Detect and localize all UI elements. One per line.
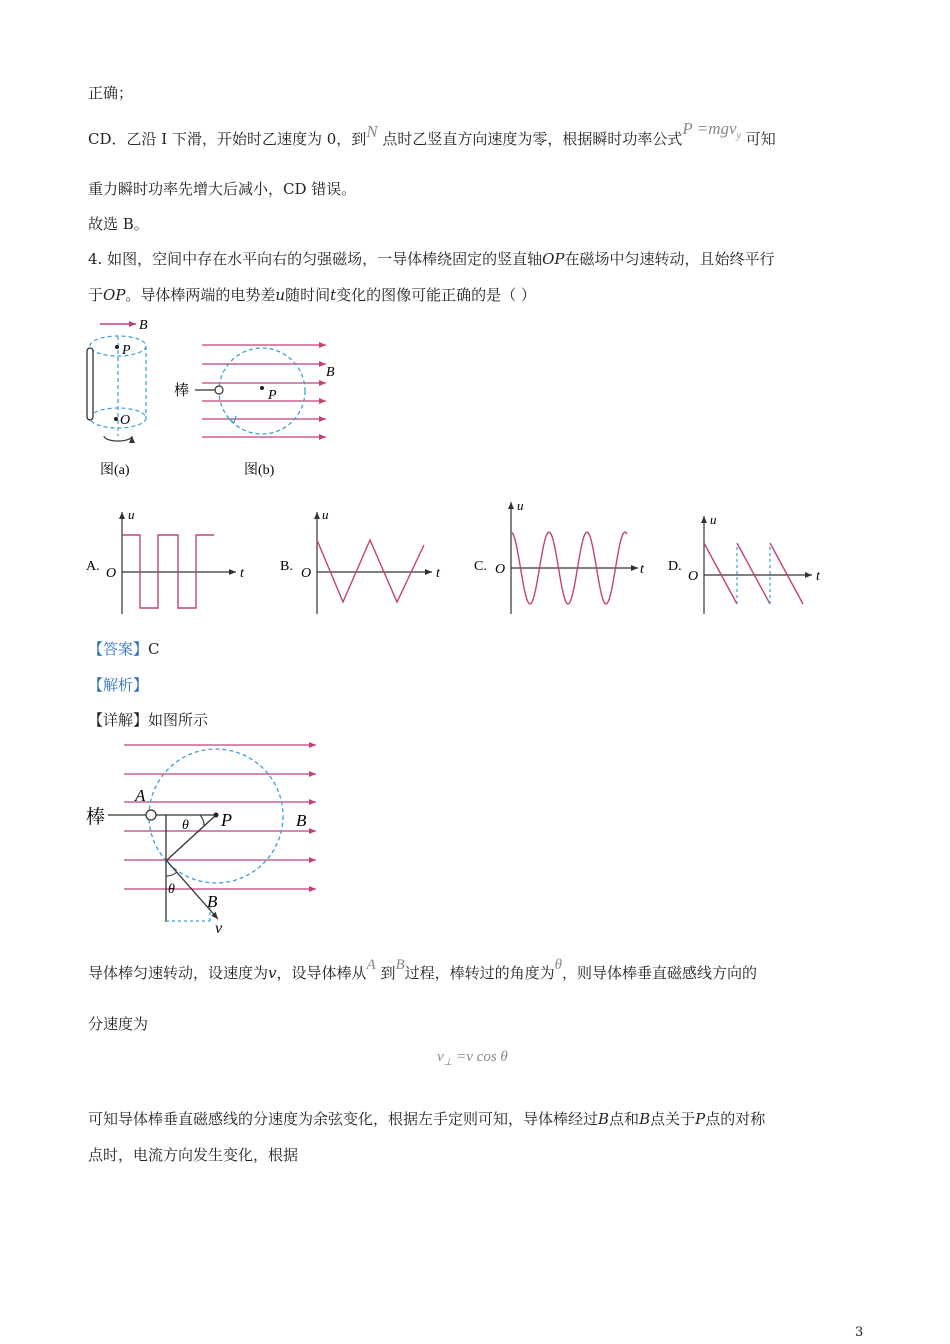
q4-OP: OP [542,250,565,268]
cd-text-2: 点时乙竖直方向速度为零，根据瞬时功率公式 [382,130,683,148]
angle-arc-2 [166,872,177,876]
axis-t: t [816,569,820,584]
q4-OP-2: OP [103,286,126,304]
label-theta-1: θ [182,818,189,833]
formula-sub: ⊥ [443,1057,453,1068]
option-c-label: C. [474,559,487,574]
answer-value: C [148,640,160,658]
para-4: 点时，电流方向发生变化，根据 [88,1146,299,1164]
p1-text-2: ，设导体棒从 [276,964,367,982]
option-b-label: B. [280,559,293,574]
formula-v: v [437,1049,444,1065]
power-formula-main: P =mgv [682,119,737,138]
fig-b-label-B: B [326,365,335,380]
sawtooth-segment [704,543,737,604]
fig-b-rod-label: 棒 [174,383,190,399]
p3-B2: B [639,1110,651,1128]
p3-P: P [695,1110,706,1128]
angle-arc-1 [200,815,204,826]
fig-a-label-O: O [120,413,131,428]
sawtooth-segment [737,543,770,604]
q4-text-4: 。导体棒两端的电势差 [125,286,276,304]
q4-text-3: 于 [88,286,104,304]
label-B-point: B [207,892,218,911]
p1-text-1: 导体棒匀速转动，设速度为 [88,964,269,982]
sawtooth-wave [704,543,803,604]
cd-text-1: CD．乙沿 I 下滑，开始时乙速度为 0，到 [88,130,367,148]
cd-text-3: 可知 [745,130,776,148]
point-P [115,345,119,349]
p1-B: B [395,957,405,973]
option-a-graph [86,507,245,614]
triangle-wave [317,540,424,602]
axis-t: t [640,562,644,577]
q4-text-1: 4. 如图，空间中存在水平向右的匀强磁场，一导体棒绕固定的竖直轴 [88,250,543,268]
p1-text-4: 过程，棒转过的角度为 [404,964,555,982]
para-2: 分速度为 [88,1015,149,1033]
q4-text-6: 变化的图像可能正确的是（ ） [336,286,536,304]
q4-text-5: 随时间 [285,286,331,304]
label-v: v [215,920,223,937]
sawtooth-segment [770,543,803,604]
figure-a [87,318,148,478]
option-a-label: A. [86,559,100,574]
detail-text: 如图所示 [148,711,209,729]
symbol-N: N [366,122,378,141]
figure-b [174,345,335,478]
cylinder-bottom [90,408,146,428]
conductor-rod [87,348,93,420]
page-number: 3 [855,1325,864,1340]
label-theta-2: θ [168,882,175,897]
option-d-label: D. [668,559,682,574]
q4-t: t [330,286,337,304]
analysis-label: 【解析】 [88,676,149,694]
q4-u: u [275,286,286,304]
rotation-arrow [104,436,132,441]
axis-u: u [710,512,717,527]
p1-A: A [366,957,376,973]
origin-O: O [106,566,117,581]
option-d-graph [668,512,821,614]
center-P [260,386,264,390]
fig-a-label-B: B [139,318,148,333]
q4-text-2: 在磁场中匀速转动，且始终平行 [564,250,775,268]
origin-O: O [495,562,506,577]
radius-PB [167,815,216,860]
detail-rod-label: 棒 [86,807,106,828]
axis-t: t [240,566,244,581]
fig-a-label-P: P [122,343,131,358]
line-correct: 正确； [88,84,134,102]
p1-text-3: 到 [380,964,396,982]
line-gravity: 重力瞬时功率先增大后减小，CD 错误。 [88,180,357,198]
p1-theta: θ [554,957,563,973]
fig-b-caption: 图(b) [244,463,275,478]
axis-u: u [322,507,329,522]
point-A-marker [146,810,156,820]
label-B-field: B [296,811,307,830]
p1-text-5: ，则导体棒垂直磁感线方向的 [562,964,758,982]
p3-text-1: 可知导体棒垂直磁感线的分速度为余弦变化，根据左手定则可知，导体棒经过 [88,1110,599,1128]
option-b-graph [280,507,441,614]
origin-O: O [688,569,699,584]
line-choose-b: 故选 B。 [88,215,149,233]
formula-rest: =v cos θ [452,1049,508,1065]
option-c-graph [474,498,645,614]
p3-text-3: 点关于 [650,1110,696,1128]
p3-text-4: 点的对称 [705,1110,766,1128]
answer-label: 【答案】 [88,640,149,658]
axis-u: u [128,507,135,522]
axis-u: u [517,498,524,513]
p1-v: v [268,964,277,982]
rod-cross-section [215,386,223,394]
power-formula-sub: y [736,130,741,142]
axis-t: t [436,566,440,581]
origin-O: O [301,566,312,581]
fig-b-label-P: P [268,388,277,403]
label-A: A [135,786,146,805]
fig-a-caption: 图(a) [100,463,130,478]
p3-B1: B [598,1110,610,1128]
p3-text-2: 点和 [609,1110,640,1128]
detail-figure [86,745,316,937]
label-P: P [221,810,232,830]
detail-label: 【详解】 [88,711,149,729]
point-O [114,417,118,421]
